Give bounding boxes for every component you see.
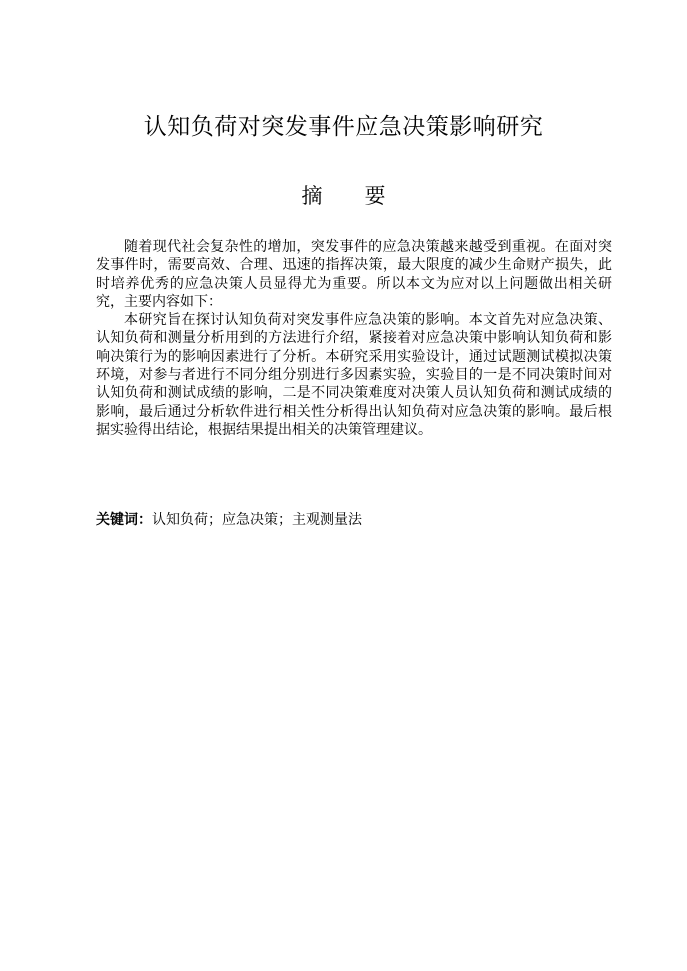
keywords-text: 认知负荷；应急决策；主观测量法	[152, 512, 362, 528]
abstract-heading: 摘要	[301, 184, 428, 208]
keywords-label: 关键词：	[96, 512, 152, 528]
abstract-body	[96, 238, 612, 439]
keywords-line	[96, 510, 612, 530]
abstract-paragraph-2: 本研究旨在探讨认知负荷对突发事件应急决策的影响。本文首先对应急决策、认知负荷和测量分析用到的方法进行介绍，紧接着对应急决策中影响认知负荷和影响决策行为的影响因素进行了分析。本研究采用实验设计，通过试题测试模拟决策环境，对参与者进行不同分组分别进行多因素实验，实验目的一是不同决策时间对认知负荷和测试成绩的影响，二是不同决策难度对决策人员认知负荷和测试成绩的影响，最后通过分析软件进行相关性分析得出认知负荷对应急决策的影响。最后根据实验得出结论，根据结果提出相关的决策管理建议。	[96, 312, 612, 438]
document-title: 认知负荷对突发事件应急决策影响研究	[143, 114, 544, 140]
abstract-paragraph-1: 随着现代社会复杂性的增加，突发事件的应急决策越来越受到重视。在面对突发事件时，需要高效、合理、迅速的指挥决策，最大限度的减少生命财产损失，此时培养优秀的应急决策人员显得尤为重要。所以本文为应对以上问题做出相关研究，主要内容如下：	[96, 239, 612, 310]
